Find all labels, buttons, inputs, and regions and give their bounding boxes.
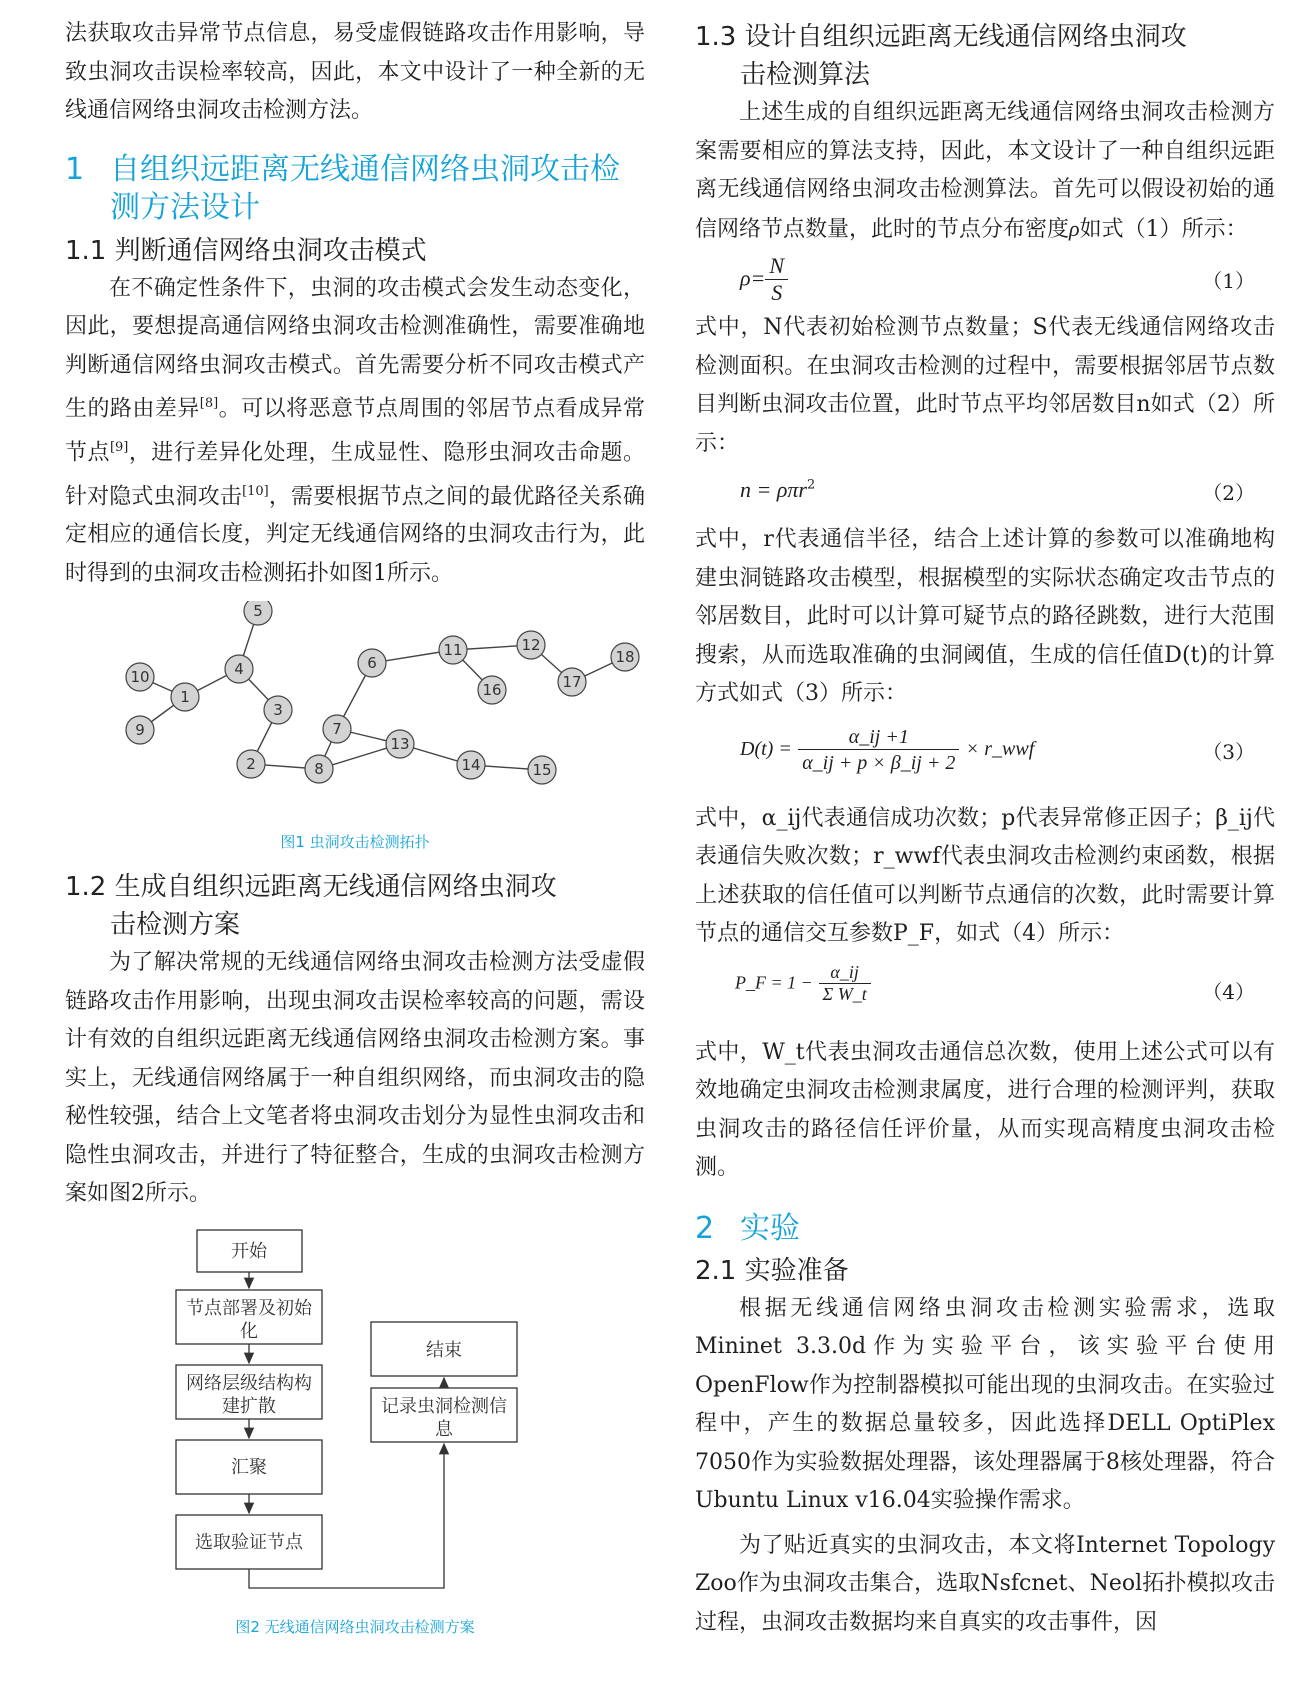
- topology-node-9: [126, 716, 154, 744]
- build-label-line2: 建扩散: [222, 1395, 276, 1417]
- section-2-1-heading: 2.1 实验准备: [695, 1255, 849, 1286]
- topology-node-12: [517, 631, 545, 659]
- equation-1-number: （1）: [1202, 269, 1255, 293]
- where-4-paragraph: 式中，W_t代表虫洞攻击通信总次数，使用上述公式可以有效地确定虫洞攻击检测隶属度，进行合理的检测评判，获取虫洞攻击的路径信任评价量，从而实现高精度虫洞攻击检测。: [695, 1039, 1275, 1180]
- topology-node-label-15: 15: [532, 761, 552, 780]
- topology-node-18: [611, 643, 639, 671]
- equation-4: P_F = 1 − $\frac{\alpha\_ij}{\text{Σ W\_t}}$ （4）: [735, 961, 1255, 1004]
- build-label-line1: 网络层级结构构: [186, 1372, 312, 1394]
- gather-label: 汇聚: [231, 1456, 267, 1478]
- section-1-3-title-line1: 1.3 设计自组织远距离无线通信网络虫洞攻: [695, 22, 1187, 52]
- topology-node-label-13: 13: [390, 735, 410, 754]
- ref-9: [9]: [109, 439, 129, 455]
- topology-node-16: [478, 676, 506, 704]
- section-1-2-heading: [65, 868, 645, 944]
- figure-2-caption: 图2 无线通信网络虫洞攻击检测方案: [235, 1617, 475, 1636]
- section-1-2-title-line1: 1.2 生成自组织远距离无线通信网络虫洞攻: [65, 872, 557, 903]
- where-3-paragraph: 式中，α_ij代表通信成功次数；p代表异常修正因子；β_ij代表通信失败次数；r_wwf代表虫洞攻击检测约束函数，根据上述获取的信任值可以判断节点通信的次数，此时需要计算节点的通信交互参数P_F，如式（4）所示：: [695, 805, 1275, 946]
- topology-node-label-9: 9: [135, 721, 145, 740]
- equation-2-number: （2）: [1202, 481, 1255, 505]
- section-2-1-paragraph-a: 根据无线通信网络虫洞攻击检测实验需求，选取Mininet 3.3.0d作为实验平台，该实验平台使用OpenFlow作为控制器模拟可能出现的虫洞攻击。在实验过程中，产生的数据总量较多，因此选择DELL OptiPlex 7050作为实验数据处理器，该处理器属于8核处理器，符合Ubuntu Linux v16.04实验操作需求。: [695, 1295, 1275, 1513]
- topology-node-label-4: 4: [234, 660, 244, 679]
- topology-node-2: [237, 750, 265, 778]
- section-1-2-paragraph: 为了解决常规的无线通信网络虫洞攻击检测方法受虚假链路攻击作用影响，出现虫洞攻击误检率较高的问题，需设计有效的自组织远距离无线通信网络虫洞攻击检测方案。事实上，无线通信网络属于一种自组织网络，而虫洞攻击的隐秘性较强，结合上文笔者将虫洞攻击划分为显性虫洞攻击和隐性虫洞攻击，并进行了特征整合，生成的虫洞攻击检测方案如图2所示。: [65, 950, 645, 1207]
- topology-node-label-12: 12: [521, 636, 541, 655]
- topology-node-15: [528, 756, 556, 784]
- section-2-number: 2: [695, 1210, 715, 1246]
- topology-node-label-16: 16: [482, 681, 502, 700]
- topology-node-label-6: 6: [367, 654, 377, 673]
- where-1-paragraph: 式中，N代表初始检测节点数量；S代表无线通信网络攻击检测面积。在虫洞攻击检测的过程中，需要根据邻居节点数目判断虫洞攻击位置，此时节点平均邻居数目n如式（2）所示：: [695, 315, 1275, 456]
- topology-node-13: [386, 730, 414, 758]
- section-2-title: 实验: [740, 1210, 800, 1246]
- figure-1-caption: 图1 虫洞攻击检测拓扑: [280, 833, 430, 852]
- section-2-1-paragraph-b: 为了贴近真实的虫洞攻击，本文将Internet Topology Zoo作为虫洞攻击集合，选取Nsfcnet、Neol拓扑模拟攻击过程，虫洞攻击数据均来自真实的攻击事件，因: [695, 1532, 1275, 1635]
- section-1-heading: [65, 151, 645, 227]
- section-1-2-title-line2: 击检测方案: [110, 910, 241, 941]
- topology-node-label-14: 14: [461, 756, 481, 775]
- where-2-paragraph: 式中，r代表通信半径，结合上述计算的参数可以准确地构建虫洞链路攻击模型，根据模型的实际状态确定攻击节点的邻居数目，此时可以计算可疑节点的路径跳数，进行大范围搜索，从而选取准确的虫洞阈值，生成的信任值D(t)的计算方式如式（3）所示：: [695, 527, 1275, 706]
- record-label-line1: 记录虫洞检测信: [381, 1395, 507, 1417]
- topology-node-1: [171, 683, 199, 711]
- section-2-heading: [695, 1210, 1275, 1248]
- intro-paragraph: 法获取攻击异常节点信息，易受虚假链路攻击作用影响，导致虫洞攻击误检率较高，因此，本文中设计了一种全新的无线通信网络虫洞攻击检测方法。: [65, 21, 645, 123]
- equation-1: ρ= $\frac{N}{S}$ （1）: [740, 253, 1255, 305]
- topology-node-8: [305, 755, 333, 783]
- section-1-title: 自组织远距离无线通信网络虫洞攻击检测方法设计: [110, 151, 620, 225]
- topology-node-label-8: 8: [314, 760, 324, 779]
- topology-node-7: [323, 715, 351, 743]
- topology-node-11: [439, 636, 467, 664]
- topology-node-label-10: 10: [130, 668, 150, 687]
- topology-node-label-7: 7: [332, 720, 342, 739]
- flowchart-diagram: [65, 1220, 645, 1615]
- rho-symbol: ρ: [1069, 215, 1080, 241]
- equation-3-number: （3）: [1202, 739, 1255, 764]
- equation-4-number: （4）: [1202, 979, 1255, 1004]
- section-1-3-title-line2: 击检测算法: [740, 60, 871, 90]
- topology-node-3: [264, 696, 292, 724]
- section-1-3-paragraph: 上述生成的自组织远距离无线通信网络虫洞攻击检测方案需要相应的算法支持，因此，本文设计了一种自组织远距离无线通信网络虫洞攻击检测算法。首先可以假设初始的通信网络节点数量，此时的节点分布密度ρ如式（1）所示：: [695, 100, 1275, 242]
- topology-node-label-3: 3: [273, 701, 283, 720]
- topology-node-label-11: 11: [443, 641, 463, 660]
- ref-8: [8]: [199, 396, 219, 411]
- deploy-label-line2: 化: [240, 1320, 258, 1342]
- deploy-label-line1: 节点部署及初始: [186, 1297, 312, 1319]
- topology-node-label-2: 2: [246, 755, 256, 774]
- topology-node-5: [244, 601, 272, 625]
- topology-node-label-1: 1: [180, 688, 190, 707]
- topology-node-14: [457, 751, 485, 779]
- end-label: 结束: [426, 1339, 462, 1361]
- figure-1: [65, 601, 645, 856]
- record-label-line2: 息: [435, 1418, 453, 1440]
- topology-diagram: [60, 601, 640, 831]
- left-column: [65, 0, 645, 1640]
- ref-10: [10]: [242, 483, 269, 499]
- equation-2: n = ρπr$^2$ （2）: [740, 477, 1255, 505]
- topology-node-10: [126, 663, 154, 691]
- figure-2: [65, 1220, 645, 1640]
- topology-node-4: [225, 655, 253, 683]
- topology-node-6: [358, 649, 386, 677]
- topology-node-label-5: 5: [253, 602, 263, 621]
- section-1-1-heading: 1.1 判断通信网络虫洞攻击模式: [65, 235, 427, 266]
- section-1-3-heading: [695, 18, 1275, 94]
- topology-node-17: [558, 668, 586, 696]
- topology-node-label-17: 17: [562, 673, 582, 692]
- select-label: 选取验证节点: [195, 1531, 303, 1553]
- start-label: 开始: [231, 1240, 267, 1262]
- topology-node-label-18: 18: [615, 648, 635, 667]
- right-column: [695, 0, 1275, 1642]
- section-1-number: 1: [65, 151, 85, 187]
- equation-3: D(t) = $\frac{\alpha\_ij +1}{\alpha\_ij + p \times \beta\_ij + 2}$ × r_wwf （3）: [740, 725, 1255, 774]
- section-1-1-paragraph: 在不确定性条件下，虫洞的攻击模式会发生动态变化，因此，要想提高通信网络虫洞攻击检测准确性，需要准确地判断通信网络虫洞攻击模式。首先需要分析不同攻击模式产生的路由差异[8]。可以将恶意节点周围的邻居节点看成异常节点[9]，进行差异化处理，生成显性、隐形虫洞攻击命题。针对隐式虫洞攻击[10]，需要根据节点之间的最优路径关系确定相应的通信长度，判定无线通信网络的虫洞攻击行为，此时得到的虫洞攻击检测拓扑如图1所示。: [65, 275, 645, 586]
